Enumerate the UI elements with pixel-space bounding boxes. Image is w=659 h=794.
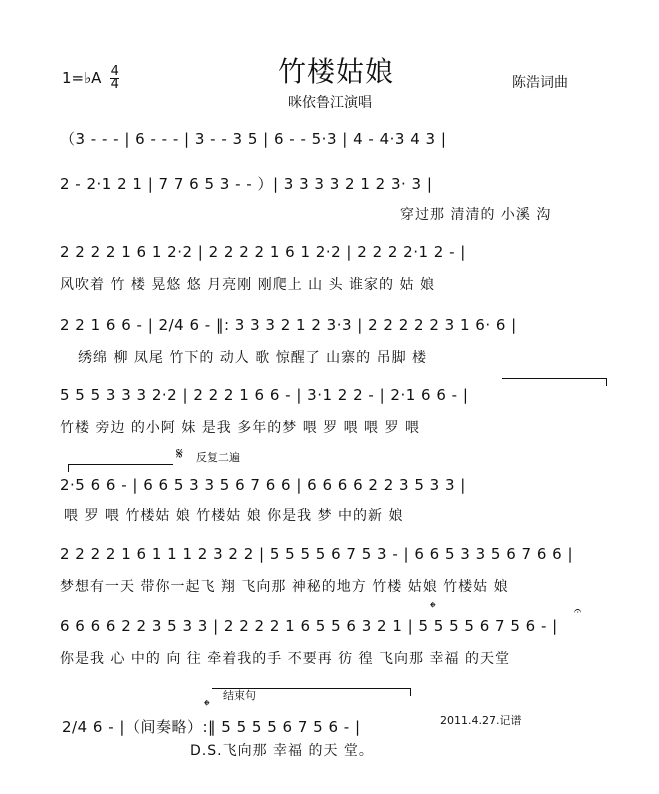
time-numerator: 4: [110, 64, 119, 79]
notation-row-7: 2 2 2 2 1 6 1 1 1 2 3 2 2 | 5 5 5 5 6 7 5 3 - | 6 6 5 3 3 5 6 7 6 6 |: [60, 545, 574, 563]
notation-row-6: 2·5 6 6 - | 6 6 5 3 3 5 6 7 6 6 | 6 6 6 6 2 2 3 5 3 3 |: [60, 476, 466, 494]
key-label: 1=♭A: [62, 69, 102, 87]
lyrics-row-9: D.S.飞向那 幸福 的天 堂。: [190, 743, 374, 759]
volta-bracket-1-end: [606, 378, 607, 386]
segno-icon: 𝄋: [176, 444, 183, 463]
notation-row-3: 2 2 2 2 1 6 1 2·2 | 2 2 2 2 1 6 1 2·2 | 2 2 2 2·1 2 - |: [60, 243, 466, 261]
repeat-label: 反复二遍: [196, 451, 240, 464]
composer-credit: 陈浩词曲: [512, 75, 568, 91]
lyrics-row-4: 绣绵 柳 凤尾 竹下的 动人 歌 惊醒了 山寨的 吊脚 楼: [78, 350, 428, 366]
lyrics-row-3: 风吹着 竹 楼 晃悠 悠 月亮刚 刚爬上 山 头 谁家的 姑 娘: [60, 277, 435, 293]
fermata-icon: 𝄐: [574, 604, 582, 619]
page-title: 竹楼姑娘: [278, 55, 395, 88]
ending-bracket: [212, 688, 410, 689]
volta-bracket-1: [502, 378, 607, 379]
lyrics-row-7: 梦想有一天 带你一起飞 翔 飞向那 神秘的地方 竹楼 姑娘 竹楼姑 娘: [60, 579, 509, 595]
time-signature: [110, 66, 119, 91]
notation-row-2: 2 - 2·1 2 1 | 7 7 6 5 3 - - ）| 3 3 3 3 2 1 2 3· 3 |: [60, 175, 433, 193]
notation-row-9: 2/4 6 - |（间奏略）:‖ 5 5 5 5 6 7 5 6 - |: [62, 718, 361, 736]
ending-bracket-end: [410, 688, 411, 696]
lyrics-row-5: 竹楼 旁边 的小阿 妹 是我 多年的梦 喂 罗 喂 喂 罗 喂: [60, 420, 420, 436]
notation-row-5: 5 5 5 3 3 3 2·2 | 2 2 2 1 6 6 - | 3·1 2 2 - | 2·1 6 6 - |: [60, 386, 469, 404]
singer-credit: 咪依鲁江演唱: [288, 95, 372, 111]
volta-bracket-2-start: [68, 464, 69, 472]
notation-row-1: （3 - - - | 6 - - - | 3 - - 3 5 | 6 - - 5·3 | 4 - 4·3 4 3 |: [60, 130, 447, 148]
transcription-date: 2011.4.27.记谱: [440, 714, 522, 727]
coda-icon: 𝄌: [430, 598, 436, 617]
lyrics-row-2: 穿过那 清清的 小溪 沟: [400, 207, 552, 223]
time-denominator: 4: [110, 77, 119, 92]
volta-bracket-2: [68, 464, 173, 465]
lyrics-row-8: 你是我 心 中的 向 往 牵着我的手 不要再 彷 徨 飞向那 幸福 的天堂: [60, 651, 510, 667]
lyrics-row-6: 喂 罗 喂 竹楼姑 娘 竹楼姑 娘 你是我 梦 中的新 娘: [64, 508, 404, 524]
coda-icon-2: 𝄌: [204, 696, 210, 715]
key-signature: [62, 66, 119, 91]
notation-row-4: 2 2 1 6 6 - | 2/4 6 - ‖: 3 3 3 2 1 2 3·3 | 2 2 2 2 2 3 1 6· 6 |: [60, 316, 517, 334]
notation-row-8: 6 6 6 6 2 2 3 5 3 3 | 2 2 2 2 1 6 5 5 6 3 2 1 | 5 5 5 5 6 7 5 6 - |: [60, 617, 558, 635]
ending-label: 结束句: [223, 689, 256, 702]
